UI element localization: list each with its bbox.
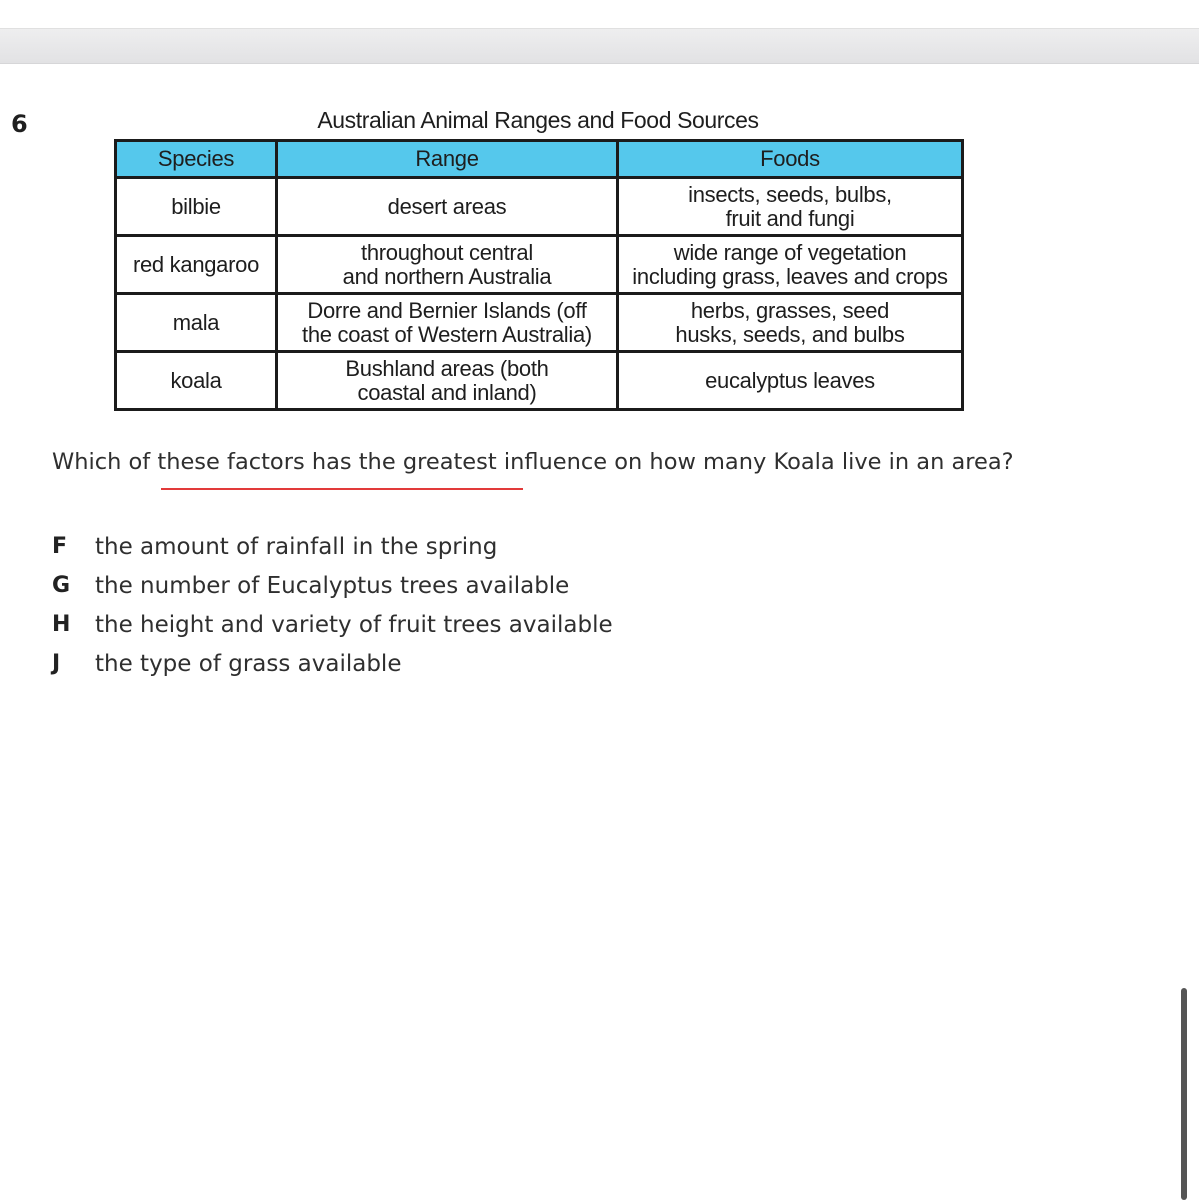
species-cell: red kangaroo (116, 236, 277, 294)
answer-choices (52, 527, 613, 683)
answer-option-f[interactable] (52, 527, 613, 566)
answer-text: the amount of rainfall in the spring (95, 533, 498, 560)
foods-line: insects, seeds, bulbs, (688, 181, 892, 207)
range-cell (277, 294, 618, 352)
answer-option-h[interactable] (52, 605, 613, 644)
range-line: Dorre and Bernier Islands (off (307, 297, 587, 323)
foods-cell (618, 352, 963, 410)
table-row (116, 294, 963, 352)
range-line: desert areas (387, 193, 507, 219)
foods-line: herbs, grasses, seed (690, 297, 890, 323)
foods-line: fruit and fungi (725, 205, 855, 231)
header-species: Species (116, 141, 277, 178)
answer-text: the height and variety of fruit trees available (95, 611, 613, 638)
header-foods: Foods (618, 141, 963, 178)
answer-letter: J (52, 651, 61, 676)
foods-cell (618, 236, 963, 294)
species-cell: bilbie (116, 178, 277, 236)
answer-letter: H (52, 612, 71, 637)
scrollbar-thumb[interactable] (1181, 988, 1187, 1200)
answer-letter: F (52, 534, 68, 559)
table-row (116, 236, 963, 294)
foods-line: husks, seeds, and bulbs (675, 321, 905, 347)
annotation-underline (161, 488, 523, 490)
answer-option-g[interactable] (52, 566, 613, 605)
foods-cell (618, 178, 963, 236)
species-cell: koala (116, 352, 277, 410)
range-cell (277, 178, 618, 236)
range-line: and northern Australia (342, 263, 552, 289)
top-toolbar (0, 28, 1199, 64)
foods-line: including grass, leaves and crops (632, 263, 948, 289)
foods-line: eucalyptus leaves (705, 367, 875, 393)
table-title: Australian Animal Ranges and Food Sources (317, 107, 759, 133)
header-range: Range (277, 141, 618, 178)
answer-text: the type of grass available (95, 650, 402, 677)
range-line: Bushland areas (both (345, 355, 549, 381)
answer-letter: G (52, 573, 71, 598)
table-header-row (116, 141, 963, 178)
table-row (116, 178, 963, 236)
animal-ranges-table (114, 139, 964, 411)
species-cell: mala (116, 294, 277, 352)
table-row (116, 352, 963, 410)
range-line: throughout central (361, 239, 533, 265)
range-line: coastal and inland) (357, 379, 537, 405)
range-cell (277, 236, 618, 294)
foods-line: wide range of vegetation (673, 239, 907, 265)
answer-option-j[interactable] (52, 644, 613, 683)
question-prompt: Which of these factors has the greatest influence on how many Koala live in an area? (52, 449, 1014, 475)
range-line: the coast of Western Australia) (302, 321, 592, 347)
range-cell (277, 352, 618, 410)
answer-text: the number of Eucalyptus trees available (95, 572, 570, 599)
question-number: 6 (11, 110, 28, 138)
foods-cell (618, 294, 963, 352)
